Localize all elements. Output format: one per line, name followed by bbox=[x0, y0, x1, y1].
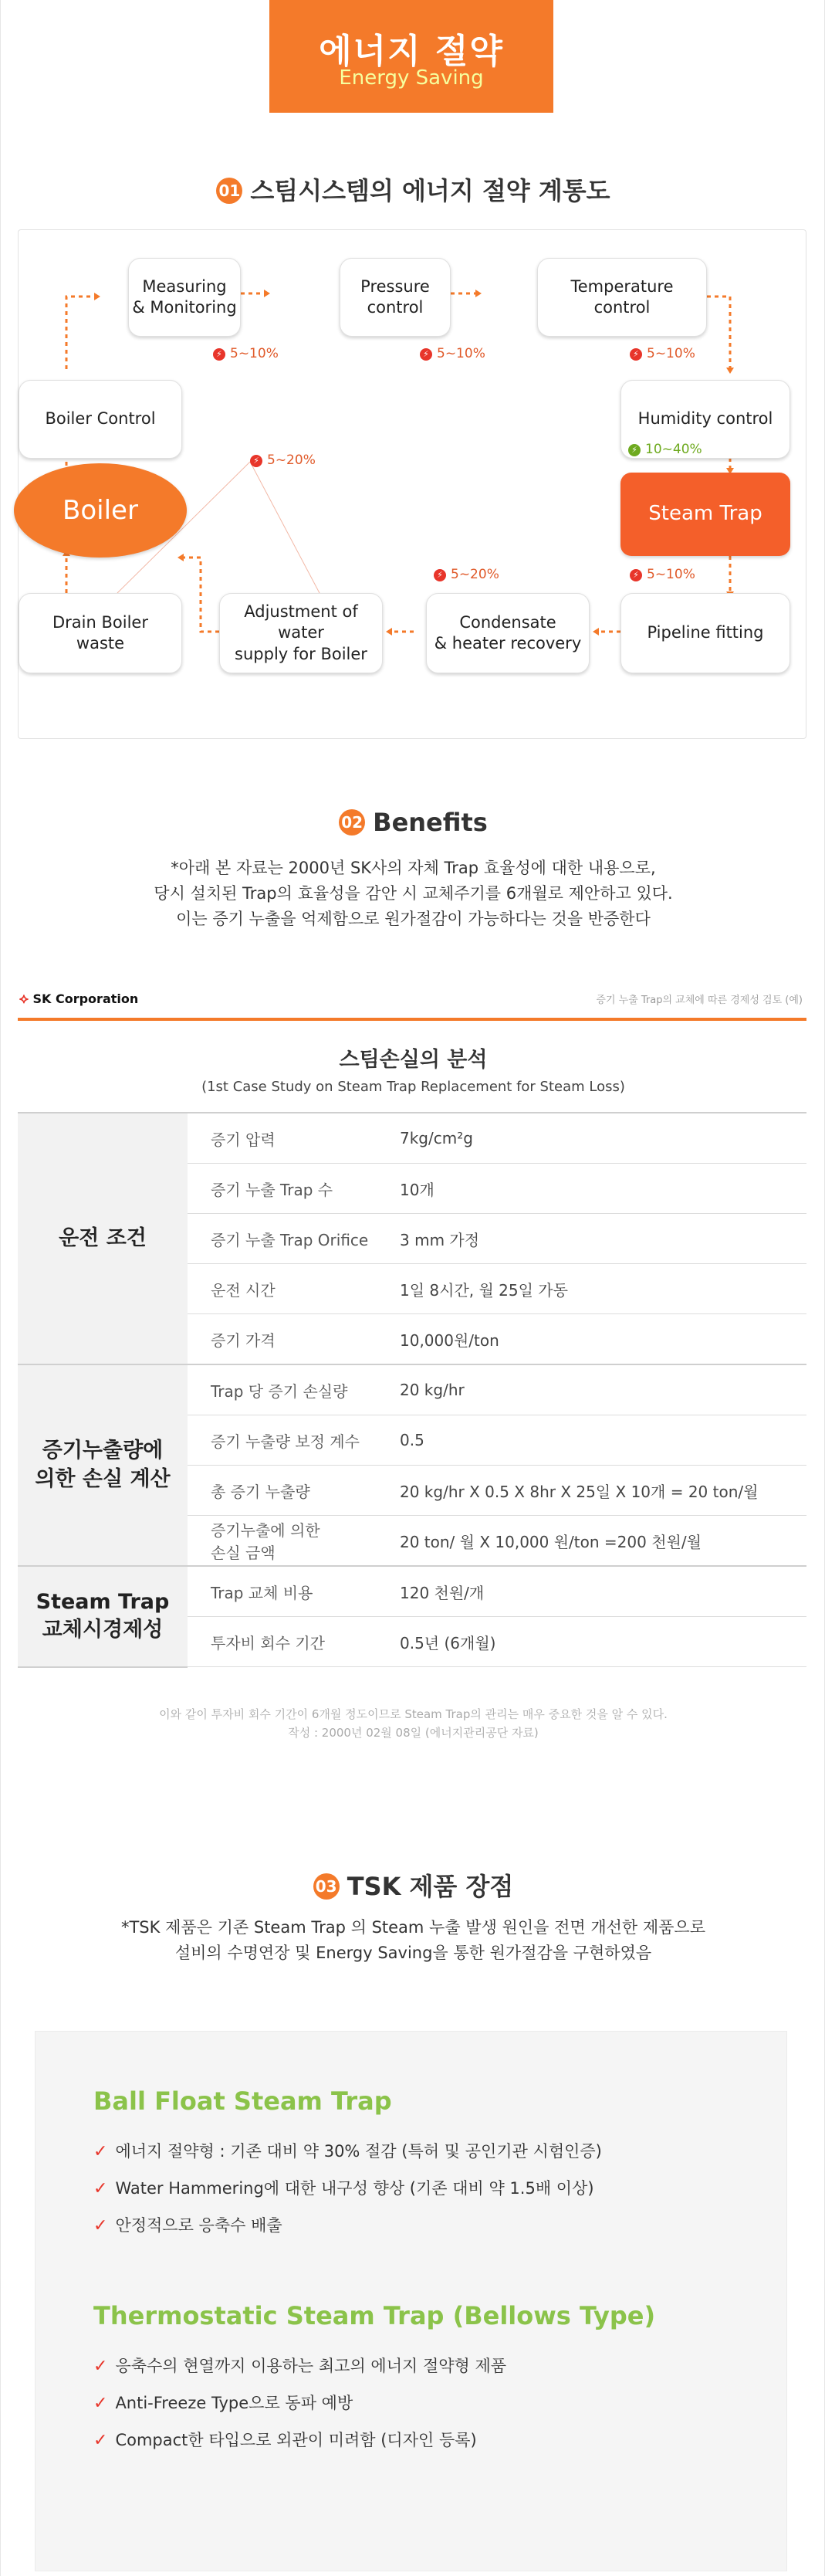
table-cell-value: 0.5 bbox=[377, 1415, 806, 1466]
table-cell-value: 0.5년 (6개월) bbox=[377, 1617, 806, 1667]
bolt-icon: ⚡ bbox=[434, 569, 446, 581]
check-icon: ✓ bbox=[93, 2216, 108, 2235]
table-cell-value: 20 ton/ 월 X 10,000 원/ton =200 천원/월 bbox=[377, 1516, 806, 1567]
pct-measuring: ⚡ 5~10% bbox=[213, 346, 279, 361]
hero-title: 에너지 절약 bbox=[319, 32, 504, 71]
node-boiler-control: Boiler Control bbox=[19, 380, 182, 459]
pct-boiler-mid: ⚡ 5~20% bbox=[250, 452, 316, 468]
check-icon: ✓ bbox=[93, 2357, 108, 2376]
sk-logo: ⟡ SK Corporation bbox=[19, 991, 139, 1007]
table-cell-label: 증기 가격 bbox=[188, 1314, 377, 1365]
table-row bbox=[18, 1566, 806, 1617]
feature-item: ✓ 안정적으로 응축수 배출 bbox=[93, 2216, 282, 2235]
node-pipeline: Pipeline fitting bbox=[620, 593, 790, 673]
table-cell-label: 운전 시간 bbox=[188, 1264, 377, 1314]
node-condensate: Condensate & heater recovery bbox=[426, 593, 590, 673]
table-title: 스팀손실의 분석 bbox=[339, 1048, 488, 1072]
feature-item: ✓ Anti-Freeze Type으로 동파 예방 bbox=[93, 2394, 353, 2413]
table-cell-label: Trap 교체 비용 bbox=[188, 1566, 377, 1617]
table-cell-label: 증기 누출량 보정 계수 bbox=[188, 1415, 377, 1466]
hero-banner bbox=[269, 0, 553, 113]
hero-subtitle: Energy Saving bbox=[339, 66, 484, 90]
table-row bbox=[18, 1113, 806, 1164]
feature-item: ✓ Water Hammering에 대한 내구성 향상 (기존 대비 약 1.5배 이상) bbox=[93, 2179, 594, 2198]
sk-divider bbox=[18, 1018, 806, 1021]
section2-intro: *아래 본 자료는 2000년 SK사의 자체 Trap 효율성에 대한 내용으로, 당시 설치된 Trap의 효율성을 감안 시 교체주기를 6개월로 제안하고 있다. 이는 증기 누출을 억제함으로 원가절감이 가능하다는 것을 반증한다 bbox=[154, 859, 673, 928]
section3-intro: *TSK 제품은 기존 Steam Trap 의 Steam 누출 발생 원인을 전면 개선한 제품으로 설비의 수명연장 및 Energy Saving을 통한 원가절감을 구현하였음 bbox=[120, 1918, 705, 1962]
product-title-thermostatic: Thermostatic Steam Trap (Bellows Type) bbox=[93, 2301, 656, 2330]
table-group-label: Steam Trap 교체시경제성 bbox=[18, 1566, 188, 1667]
feature-item: ✓ 응축수의 현열까지 이용하는 최고의 에너지 절약형 제품 bbox=[93, 2357, 507, 2376]
bolt-icon: ⚡ bbox=[420, 348, 432, 361]
sk-note: 증기 누출 Trap의 교체에 따른 경제성 검토 (예) bbox=[596, 995, 803, 1006]
steam-loss-table bbox=[18, 1112, 806, 1668]
sk-logo-icon: ⟡ bbox=[19, 991, 29, 1007]
table-cell-value: 20 kg/hr X 0.5 X 8hr X 25일 X 10개 = 20 ton/월 bbox=[377, 1466, 806, 1516]
table-cell-value: 3 mm 가정 bbox=[377, 1214, 806, 1264]
table-cell-label: Trap 당 증기 손실량 bbox=[188, 1364, 377, 1415]
section2-title: Benefits bbox=[373, 808, 488, 837]
pct-condensate: ⚡ 5~20% bbox=[434, 567, 499, 582]
table-subtitle: (1st Case Study on Steam Trap Replacement for Steam Loss) bbox=[201, 1079, 625, 1095]
section3-title: TSK 제품 장점 bbox=[347, 1872, 514, 1901]
section1-title: 스팀시스템의 에너지 절약 계통도 bbox=[250, 176, 610, 205]
section1-number: 01 bbox=[216, 178, 242, 204]
pct-temperature: ⚡ 5~10% bbox=[630, 346, 695, 361]
table-cell-label: 증기 누출 Trap Orifice bbox=[188, 1214, 377, 1264]
section1-heading bbox=[1, 171, 825, 207]
table-row bbox=[18, 1364, 806, 1415]
table-cell-value: 20 kg/hr bbox=[377, 1364, 806, 1415]
node-pressure: Pressure control bbox=[340, 258, 451, 337]
node-temperature: Temperature control bbox=[537, 258, 707, 337]
table-cell-value: 1일 8시간, 월 25일 가동 bbox=[377, 1264, 806, 1314]
bolt-icon: ⚡ bbox=[250, 455, 262, 467]
node-humidity: Humidity control bbox=[620, 380, 790, 459]
table-cell-value: 10개 bbox=[377, 1164, 806, 1214]
bolt-icon: ⚡ bbox=[628, 444, 641, 456]
check-icon: ✓ bbox=[93, 2179, 108, 2198]
feature-item: ✓ Compact한 타입으로 외관이 미려함 (디자인 등록) bbox=[93, 2431, 477, 2450]
check-icon: ✓ bbox=[93, 2394, 108, 2413]
node-boiler: Boiler bbox=[14, 463, 187, 558]
energy-saving-diagram bbox=[18, 229, 806, 739]
section2-number: 02 bbox=[339, 809, 365, 836]
table-heading bbox=[1, 1042, 825, 1095]
table-group-label: 운전 조건 bbox=[18, 1113, 188, 1364]
node-measuring: Measuring & Monitoring bbox=[128, 258, 241, 337]
bolt-icon: ⚡ bbox=[213, 348, 225, 361]
feature-item: ✓ 에너지 절약형 : 기존 대비 약 30% 절감 (특허 및 공인기관 시험인증) bbox=[93, 2142, 602, 2161]
table-cell-value: 120 천원/개 bbox=[377, 1566, 806, 1617]
node-steam-trap: Steam Trap bbox=[620, 473, 790, 556]
table-cell-label: 증기 압력 bbox=[188, 1113, 377, 1164]
table-cell-label: 총 증기 누출량 bbox=[188, 1466, 377, 1516]
check-icon: ✓ bbox=[93, 2431, 108, 2450]
pct-pressure: ⚡ 5~10% bbox=[420, 346, 485, 361]
node-drain-boiler: Drain Boiler waste bbox=[19, 593, 182, 673]
pct-pipeline: ⚡ 5~10% bbox=[630, 567, 695, 582]
table-cell-label: 증기 누출 Trap 수 bbox=[188, 1164, 377, 1214]
table-cell-label: 증기누출에 의한 손실 금액 bbox=[188, 1516, 377, 1567]
table-cell-value: 10,000원/ton bbox=[377, 1314, 806, 1365]
check-icon: ✓ bbox=[93, 2142, 108, 2161]
bolt-icon: ⚡ bbox=[630, 569, 642, 581]
product-title-ball-float: Ball Float Steam Trap bbox=[93, 2086, 392, 2116]
section3-heading bbox=[1, 1867, 825, 1903]
bolt-icon: ⚡ bbox=[630, 348, 642, 361]
node-adjustment: Adjustment of water supply for Boiler bbox=[219, 593, 383, 673]
table-footnote: 이와 같이 투자비 회수 기간이 6개월 정도이므로 Steam Trap의 관리는 매우 중요한 것을 알 수 있다. 작성 : 2000년 02월 08일 (에너지관리공단 자료) bbox=[159, 1707, 668, 1740]
section2-heading bbox=[1, 808, 825, 837]
table-group-label: 증기누출량에 의한 손실 계산 bbox=[18, 1364, 188, 1566]
pct-humidity: ⚡ 10~40% bbox=[628, 442, 702, 457]
table-cell-label: 투자비 회수 기간 bbox=[188, 1617, 377, 1667]
table-cell-value: 7kg/cm²g bbox=[377, 1113, 806, 1164]
section3-number: 03 bbox=[313, 1873, 340, 1900]
